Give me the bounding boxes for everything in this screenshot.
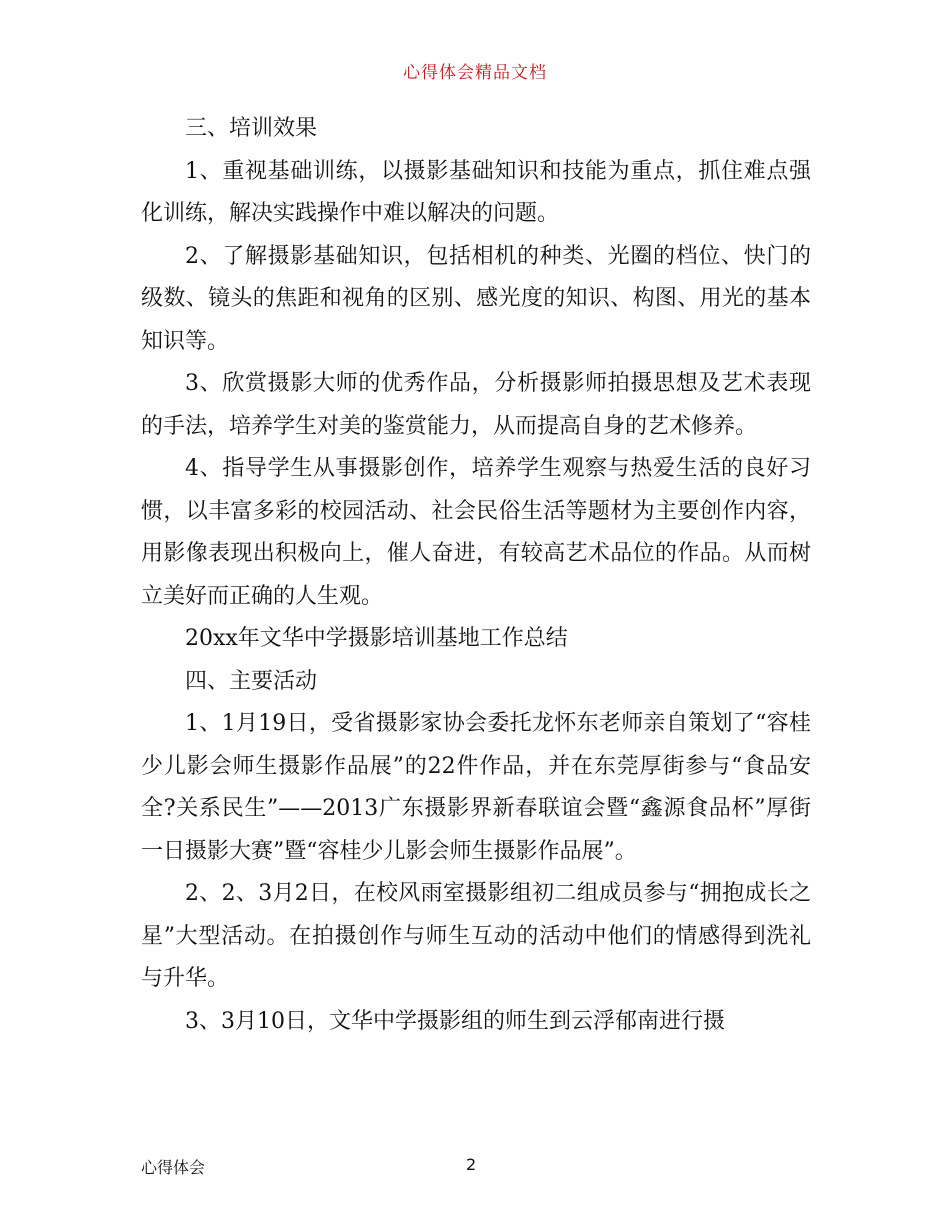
paragraph-item-3: 3、欣赏摄影大师的优秀作品，分析摄影师拍摄思想及艺术表现的手法，培养学生对美的鉴赏能力，从而提高自身的艺术修养。 (141, 371, 811, 439)
page-header-title: 心得体会精品文档 (403, 63, 547, 83)
section-heading-training-effect: 三、培训效果 (185, 116, 318, 141)
document-subtitle: 20xx年文华中学摄影培训基地工作总结 (185, 626, 568, 651)
page-number: 2 (466, 1155, 477, 1174)
paragraph-item-1: 1、重视基础训练，以摄影基础知识和技能为重点，抓住难点强化训练，解决实践操作中难以解决的问题。 (141, 158, 811, 226)
document-body (141, 108, 811, 1043)
activity-item-2: 2、2、3月2日，在校风雨室摄影组初二组成员参与“拥抱成长之星”大型活动。在拍摄创作与师生互动的活动中他们的情感得到洗礼与升华。 (141, 881, 811, 991)
activity-item-1: 1、1月19日，受省摄影家协会委托龙怀东老师亲自策划了“容桂少儿影会师生摄影作品展”的22件作品，并在东莞厚街参与“食品安全?关系民生”——2013广东摄影界新春联谊会暨“鑫源食品杯”厚街一日摄影大赛”暨“容桂少儿影会师生摄影作品展”。 (141, 711, 811, 864)
paragraph-item-2: 2、了解摄影基础知识，包括相机的种类、光圈的档位、快门的级数、镜头的焦距和视角的区别、感光度的知识、构图、用光的基本知识等。 (141, 243, 811, 354)
footer-label: 心得体会 (141, 1158, 206, 1177)
section-heading-main-activities: 四、主要活动 (185, 668, 318, 694)
activity-item-3: 3、3月10日，文华中学摄影组的师生到云浮郁南进行摄 (185, 1008, 725, 1034)
paragraph-item-4: 4、指导学生从事摄影创作，培养学生观察与热爱生活的良好习惯，以丰富多彩的校园活动、社会民俗生活等题材为主要创作内容，用影像表现出积极向上，催人奋进，有较高艺术品位的作品。从而树立美好而正确的人生观。 (141, 456, 811, 609)
